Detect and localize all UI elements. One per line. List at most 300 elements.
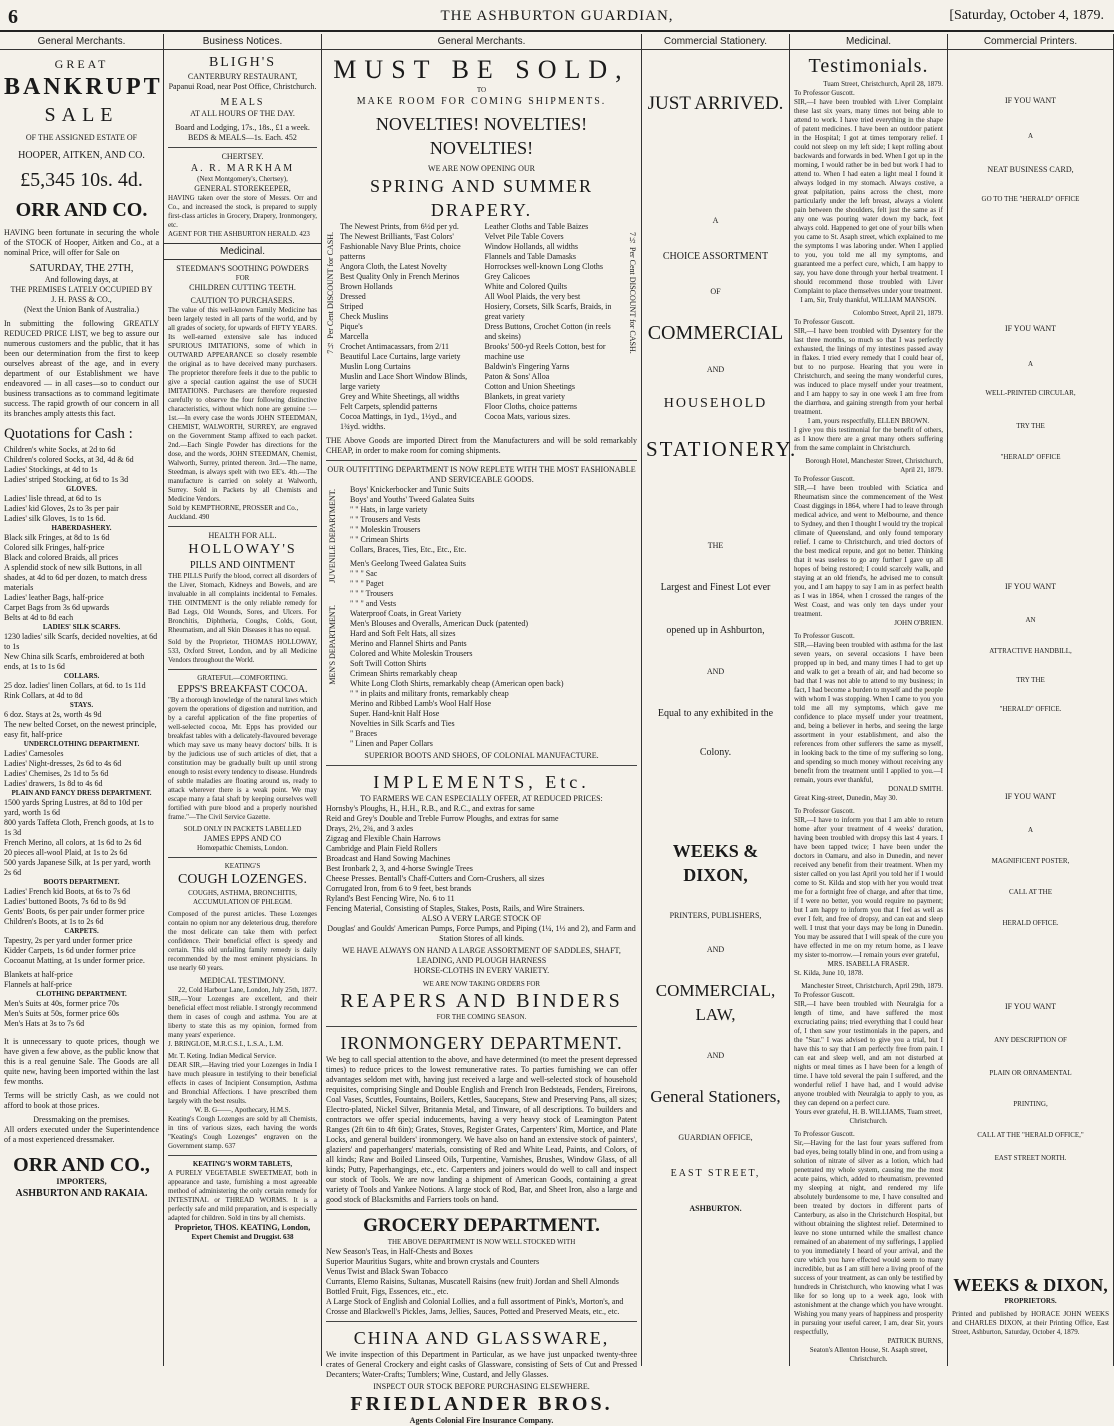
list-item: Ladies' kid Gloves, 2s to 3s per pair xyxy=(4,504,119,513)
printing: PRINTING, xyxy=(1013,1100,1048,1108)
t6-body: SIR,—I have been troubled with Neuralgia for a length of time, and have suffered the most excruciating pains; tried everything that I could hear of, I then saw your testimonials in the papers, and the "Star." I was advised to give you a trial, but I have this to say that I am perfectly free from pain. I can eat and sleep well, and am not disturbed at nights or meal times as I have been for a length of time. I have told several the pain I suffered, and the wonderful relief I have had, and I would advise anyone troubled with Neuralgia to apply to you, as they can depend on a perfect cure. xyxy=(794,1000,943,1107)
section-underclothing: UNDERCLOTHING DEPARTMENT. xyxy=(23,740,140,748)
price-list xyxy=(4,887,159,927)
medical-testimony: MEDICAL TESTIMONY. xyxy=(199,976,286,985)
list-item: Ladies' silk Gloves, 1s to 1s 6d. xyxy=(4,514,106,523)
t3-to: To Professor Guscott. xyxy=(794,475,855,483)
guardian-office: GUARDIAN OFFICE, xyxy=(678,1133,753,1142)
list-item: Angora Cloth, the Latest Novelty xyxy=(340,262,447,271)
t2-body: SIR,—I have been troubled with Dysentery for the last three months, so much so that I was perfectly exhausted, the linings of my intestines passed away in flakes. I tried every remedy that I could hear of, but to no purpose. Hearing that you were in Christchurch, and seeing the many wonderful cures, was induced to place myself under your treatment, and I am happy to say in one week I am free from the diarrhœa, and gaining strength from your herbal treatment. xyxy=(794,327,943,416)
ad-note: It is unnecessary to quote prices, though we have given a few above, as the public know that this is a real genuine Sale. The Goods are all quite new, having been imported within the last few months. xyxy=(4,1037,159,1086)
mens-dept: MEN'S DEPARTMENT. xyxy=(328,605,337,685)
horse-cloths: HORSE-CLOTHS IN EVERY VARIETY. xyxy=(413,966,550,975)
an: AN xyxy=(1025,616,1036,624)
keating-phlegm: ACCUMULATION OF PHLEGM. xyxy=(193,898,292,906)
implements-list xyxy=(326,804,637,914)
east-street: EAST STREET, xyxy=(670,1168,761,1179)
list-item: Check Muslins xyxy=(340,312,389,321)
a-2: A xyxy=(1027,360,1034,368)
drapery-right xyxy=(485,222,623,432)
and: AND xyxy=(706,365,725,374)
list-item: Blankets, in great variety xyxy=(484,392,565,401)
section-collars: COLLARS. xyxy=(63,672,100,680)
price-list xyxy=(4,749,159,789)
steedman-body: The value of this well-known Family Medicine has been largely tested in all parts of the world, and by all grades of society, for upwards of FIFTY YEARS. Its well-earned extensive sale has induced SPURIOUS IMITATIONS, some of which in OUTWARD APPEARANCE so closely resemble the original as to have deceived many purchasers. The proprietor therefore feels it due to the public to give a special caution against the use of SUCH IMITATIONS. Purchasers are therefore requested carefully to observe the four following distinctive characteristics, without which none are genuine :— 1st.—In every case the words JOHN STEEDMAN, CHEMIST, WALWORTH, SURREY, are engraved on the Government Stamp affixed to each packet. 2nd.—Each Single Powder has directions for the dose, and the words, JOHN STEEDMAN, Chemist, Walworth, Surrey, printed thereon. 3rd.—The name, Steedman, is always spelt with two EE's. 4th.—The manufacture is carried on solely at Walworth, Surrey. Sold in Packets by all Chemists and Medicine Vendors. xyxy=(168,306,317,503)
list-item: Paton & Sons' Alloa xyxy=(484,372,550,381)
equal: Equal to any exhibited in the xyxy=(657,708,774,719)
price-list xyxy=(4,936,159,966)
grocery-list xyxy=(326,1247,637,1317)
and3: AND xyxy=(706,945,725,954)
t3-sig: JOHN O'BRIEN. xyxy=(894,619,943,627)
ad-following: And following days, at xyxy=(44,275,119,284)
list-item: Ladies' Stockings, at 4d to 1s xyxy=(4,465,98,474)
list-item: " " " Sac xyxy=(350,569,378,578)
list-item: White and Colored Quilts xyxy=(484,282,567,291)
list-item: Striped xyxy=(340,302,364,311)
list-item: Reid and Grey's Double and Treble Furrow Ploughs, and extras for same xyxy=(326,814,559,823)
call-herald: CALL AT THE "HERALD OFFICE," xyxy=(977,1131,1084,1139)
holloway-sold: Sold by the Proprietor, THOMAS HOLLOWAY, 533, Oxford Street, London, and by all Medicine Vendors throughout the World. xyxy=(168,638,317,664)
epps-company: JAMES EPPS AND CO xyxy=(203,834,282,843)
handbill: ATTRACTIVE HANDBILL, xyxy=(989,647,1072,655)
grocery: GROCERY DEPARTMENT. xyxy=(363,1215,600,1236)
list-item: Ladies' lisle thread, at 6d to 1s xyxy=(4,494,102,503)
column-business-notices xyxy=(164,34,322,1366)
juvenile-list xyxy=(350,485,637,555)
list-item: " " " Paget xyxy=(350,579,384,588)
t1-sig: I am, Sir, Truly thankful, WILLIAM MANSON. xyxy=(800,296,937,304)
grocery-hd: THE ABOVE DEPARTMENT IS NOW WELL STOCKED WITH xyxy=(387,1238,576,1246)
imprint: Printed and published by HORACE JOHN WEEKS and CHARLES DIXON, at their Printing Office, East Street, Ashburton, Saturday, October 4, 1879. xyxy=(952,1310,1109,1336)
list-item: " " Crimean Shirts xyxy=(350,535,409,544)
list-item: Ladies' Camesoles xyxy=(4,749,64,758)
of: OF xyxy=(710,287,721,296)
superior-boots: SUPERIOR BOOTS AND SHOES, OF COLONIAL MANUFACTURE. xyxy=(364,751,599,760)
friedlander: FRIEDLANDER BROS. xyxy=(350,1393,613,1415)
mens-list xyxy=(350,559,637,749)
t3-body: SIR,—I have been troubled with Sciatica and Rheumatism since the commencement of the West Coast diggings in 1864, where I had to leave through medical advice, and went to Melbourne, and thence to Sydney, and then I thought I would try the tropical climate of Queensland, and only found temporary relief. I came to Christchurch, and tried doctors of the best medical repute, and got no better. Thinking that it was useless to go any further I gave up all hopes of being restored; I could scarcely walk, and staying at an old friend's, he advised me to consult you, and I am happy to say I am in as perfect health as I was in 1864, when I crossed the ranges of the West Coast, and was only ten days under your treatment. xyxy=(794,484,943,618)
issue-date: [Saturday, October 4, 1879. xyxy=(949,8,1104,23)
stationery: STATIONERY. xyxy=(646,437,798,461)
list-item: " " " Trousers xyxy=(350,589,394,598)
markham: A. R. MARKHAM xyxy=(190,163,295,174)
taking-orders: WE ARE NOW TAKING ORDERS FOR xyxy=(422,980,541,988)
bligh-beds: BEDS & MEALS—1s. Each. 452 xyxy=(188,133,297,142)
herald-3: HERALD OFFICE. xyxy=(1002,919,1059,927)
ashburton: ASHBURTON. xyxy=(689,1204,742,1213)
if-you-want-5: IF YOU WANT xyxy=(1004,1002,1057,1011)
list-item: All Wool Plaids, the very best xyxy=(484,292,581,301)
list-item: Muslin Long Curtains xyxy=(340,362,411,371)
t1-to: To Professor Guscott. xyxy=(794,89,855,97)
season: FOR THE COMING SEASON. xyxy=(436,1013,527,1021)
and2: AND xyxy=(706,667,725,676)
herald-1: "HERALD" OFFICE xyxy=(1000,453,1061,461)
bligh-rest: CANTERBURY RESTAURANT, xyxy=(187,72,298,81)
bligh-title: BLIGH'S xyxy=(208,55,277,70)
ad-amount: £5,345 10s. 4d. xyxy=(20,169,143,191)
list-item: Gents' Boots, 6s per pair under former price xyxy=(4,907,145,916)
bringloe: J. BRINGLOE, M.R.C.S.I., L.S.A., L.M. xyxy=(168,1040,284,1048)
opened: opened up in Ashburton, xyxy=(666,625,765,636)
douglas: Douglas' and Goulds' American Pumps, Force Pumps, and Piping (1¼, 1½ and 2), and Farm and Station Stores of all kinds. xyxy=(327,924,636,943)
list-item: Flannels at half-price xyxy=(4,980,72,989)
list-item: Waterproof Coats, in Great Variety xyxy=(350,609,462,618)
ad-dressmaking: Dressmaking on the premises. xyxy=(33,1115,130,1124)
commercial-law: COMMERCIAL, LAW, xyxy=(655,981,776,1024)
list-item: Ladies' Night-dresses, 2s 6d to 4s 6d xyxy=(4,759,122,768)
list-item: Felt Carpets, splendid patterns xyxy=(340,402,438,411)
list-item: Pique's xyxy=(340,322,363,331)
list-item: 6 doz. Stays at 2s, worth 4s 9d xyxy=(4,710,102,719)
list-item: Superior Mauritius Sugars, white and brown crystals and Counters xyxy=(326,1257,540,1266)
ad-day: SATURDAY, THE 27TH, xyxy=(29,263,134,274)
must-be-sold: MUST BE SOLD, xyxy=(333,55,630,84)
t6-addr: Manchester Street, Christchurch, April 29th, 1879. xyxy=(801,982,943,990)
section-clothing: CLOTHING DEPARTMENT. xyxy=(36,990,127,998)
outfitting: OUR OUTFITTING DEPARTMENT IS NOW REPLETE WITH THE MOST FASHIONABLE AND SERVICEABLE GOODS. xyxy=(327,465,636,484)
medical-addr: 22, Cold Harbour Lane, London, July 25th, 1877. xyxy=(178,986,317,994)
east-street-north: EAST STREET NORTH. xyxy=(994,1154,1067,1162)
list-item: Merino and Flannel Shirts and Pants xyxy=(350,639,467,648)
list-item: " " " and Vests xyxy=(350,599,397,608)
section-boots: BOOTS DEPARTMENT. xyxy=(43,878,120,886)
list-item: " Braces xyxy=(350,729,378,738)
colony: Colony. xyxy=(699,747,732,758)
any-description: ANY DESCRIPTION OF xyxy=(994,1036,1067,1044)
list-item: Floor Cloths, choice patterns xyxy=(484,402,577,411)
list-item: 500 yards Japanese Silk, at 1s per yard, worth 2s 6d xyxy=(4,858,151,877)
list-item: Novelties in Silk Scarfs and Ties xyxy=(350,719,455,728)
list-item: Dress Buttons, Crochet Cotton (in reels and skeins) xyxy=(484,322,611,341)
ad-estate: OF THE ASSIGNED ESTATE OF xyxy=(25,133,138,142)
to: TO xyxy=(476,86,487,94)
ad-next: (Next the Union Bank of Australia.) xyxy=(23,305,140,314)
farmers: TO FARMERS WE CAN ESPECIALLY OFFER, AT REDUCED PRICES: xyxy=(360,794,603,803)
ad-terms: Terms will be strictly Cash, as we could not afford to book at those prices. xyxy=(4,1091,159,1110)
steedman-teeth: CHILDREN CUTTING TEETH. xyxy=(189,283,296,292)
list-item: Window Hollands, all widths xyxy=(484,242,578,251)
list-item: Cocoa Mattings, in 1yd., 1½yd., and 1¾yd. widths. xyxy=(340,412,457,431)
opening: WE ARE NOW OPENING OUR xyxy=(428,164,535,173)
agents: Agents Colonial Fire Insurance Company. xyxy=(409,1416,554,1425)
list-item: Currants, Elemo Raisins, Sultanas, Muscatell Raisins (new fruit) Jordan and Shell Almonds xyxy=(326,1277,619,1286)
agent: AGENT FOR THE ASHBURTON HERALD. 423 xyxy=(168,230,310,238)
ironmongery-body: We beg to call special attention to the above, and have determined (to meet the present depressed times) to reduce prices to the lowest remunerative rates. To parties furnishing we can offer advantages seldom met with, having just received a large and well-selected stock of household requisites, comprising Single and Double English and French Iron Bedsteads, Fenders, Fireirons, Coal Vases, Scuttles, Fountains, Boilers, Kettles, Saucepans, Stew and Preserving Pans, all sizes; Electro-plated, Nickel Silver, Britannia Metal, and Tinware, of all descriptions. To builders and contractors we offer special inducements, having a very heavy stock of Leamington Patent Ranges (2ft 6in to 4ft 6in); Grates, Stoves, Register Grates, Carpenters' Rim, Mortice, and Plate Locks, and general builders' ironmongery. We have also on hand an extensive stock of painters', glaziers' and paperhangers' materials, consisting of Red and White Lead, Paints, and Colors, of all kinds; Raw and Boiled Linseed Oils, Turpentine, Varnishes, Brushes, Window Glass, of all kinds; Putty, Paperhangings, etc., etc. Carpenters and joiners would do well to call and inspect our stock of Tools. We are now landing a shipment of American Goods, containing a great variety of Tools and Yankee Notions. A large stock of Rod, Bar, and Sheet Iron, also a large and good stock of Blacksmiths and Farriers tools on hand. xyxy=(326,1055,637,1204)
ad-sale: SALE xyxy=(44,104,119,126)
list-item: 800 yards Taffeta Cloth, French goods, at 1s to 1s 3d xyxy=(4,818,154,837)
list-item: The new belted Corset, on the newest principle, easy fit, half-price xyxy=(4,720,157,739)
list-item: Horrockses well-known Long Cloths xyxy=(484,262,603,271)
list-item: Baldwin's Fingering Yarns xyxy=(484,362,570,371)
list-item: Men's Hats at 3s to 7s 6d xyxy=(4,1019,85,1028)
try-2: TRY THE xyxy=(1016,676,1045,684)
list-item: Ladies' drawers, 1s 8d to 4s 6d xyxy=(4,779,103,788)
drapery-left xyxy=(340,222,479,432)
list-item: Ladies' buttoned Boots, 7s 6d to 8s 9d xyxy=(4,897,126,906)
a-1: A xyxy=(1027,132,1034,140)
list-item: Hosiery, Corsets, Silk Scarfs, Braids, in great variety xyxy=(484,302,612,321)
list-item: Brooks' 500-yd Reels Cotton, best for machine use xyxy=(484,342,606,361)
price-list xyxy=(4,710,159,740)
commercial: COMMERCIAL xyxy=(647,322,784,344)
list-item: Children's Boots, at 1s to 2s 6d xyxy=(4,917,104,926)
keting-body: DEAR SIR,—Having tried your Lozenges in India I have much pleasure in testifying to their beneficial effects in cases of Incipient Consumption, Asthma and Bronchial Affections. I have prescribed them largely with the best results. xyxy=(168,1061,317,1105)
t5-body: SIR,—I have to inform you that I am able to return home after your treatment of 4 weeks' duration, having been troubled with dropsy this last 4 years. I have been tapped twice; I have been under the doctors in Oamaru, and also in Dunedin, and never received any benefit from their treatment. When my sister called on you last April you told her if I would come to St. Kilda and stop with her you would treat me for a fortnight free of charge, and after that time, if I were no better, you would require no payment; but I am happy to inform you that I feel as well as ever I felt, and free of dropsy, and can eat and sleep well. I trust that your days may be long in Dunedin. You may be assured that I will speak of the cure you have effected in me on my return home, as I leave my sister to-morrow.—I remain yours ever grateful, xyxy=(794,816,943,959)
store-body: HAVING taken over the store of Messrs. Orr and Co., and increased the stock, is prepared to supply first-class articles in Grocery, Drapery, Ironmongery, etc. xyxy=(168,194,317,229)
list-item: Corrugated Iron, from 6 to 9 feet, best brands xyxy=(326,884,472,893)
storekeeper: GENERAL STOREKEEPER, xyxy=(194,184,291,193)
holloway-body: THE PILLS Purify the blood, correct all disorders of the Liver, Stomach, Kidneys and Bowels, and are invaluable in all complaints incidental to Females. THE OINTMENT is the only reliable remedy for Bad Legs, Old Wounds, Sores, and Ulcers. For Bronchitis, Diphtheria, Coughs, Colds, Gout, Rheumatism, and all Skin Diseases it has no equal. xyxy=(168,572,317,634)
list-item: Hard and Soft Felt Hats, all sizes xyxy=(350,629,456,638)
herald-2: "HERALD" OFFICE. xyxy=(999,705,1062,713)
bligh-meals: MEALS xyxy=(220,97,265,108)
t6-to: To Professor Guscott. xyxy=(794,991,855,999)
ad-premises: THE PREMISES LATELY OCCUPIED BY xyxy=(10,285,153,294)
household: HOUSEHOLD xyxy=(663,396,768,411)
list-item: Ladies' French kid Boots, at 6s to 7s 6d xyxy=(4,887,131,896)
chertsey: CHERTSEY. xyxy=(221,152,264,161)
list-item: 20 pieces all-wool Plaid, at 1s to 2s 6d xyxy=(4,848,128,857)
list-item: Ladies' Chemises, 2s 1d to 5s 6d xyxy=(4,769,109,778)
column-commercial-printers xyxy=(948,34,1114,1366)
t1-addr: Tuam Street, Christchurch, April 28, 1879. xyxy=(823,80,943,88)
t4-sig: DONALD SMITH. xyxy=(888,785,943,793)
list-item: " " in plaits and military fronts, remarkably cheap xyxy=(350,689,509,698)
t3-addr: Borough Hotel, Manchester Street, Christchurch, April 21, 1879. xyxy=(805,457,943,474)
t4-body: SIR,—Having been troubled with asthma for the last seven years, on several occasions I have been propped up in bed, and many times I had to get up and walk to get a breath of air, and had become so bad that I was not able to attend to my business; in fact, I had become a burden to myself and the people with whom I was stopping. When I came to you you told me all my symptoms, which gave me confidence to place myself under your treatment, and, being a believer in herbs, and seeing the large assortment in your establishment, and also the references from other sufferers the same as myself, in looking back to the time of my suffering so long, and spending so much money without receiving any benefit from the treatment until I applied to you.—I remain, yours ever thankful, xyxy=(794,641,943,784)
price-list xyxy=(4,798,159,878)
list-item: Best Ironbark 2, 3, and 4-horse Swingle Trees xyxy=(326,864,473,873)
ad-firm: ORR AND CO. xyxy=(15,199,148,221)
china: CHINA AND GLASSWARE, xyxy=(353,1328,610,1348)
list-item: Dressed xyxy=(340,292,366,301)
bligh-hours: AT ALL HOURS OF THE DAY. xyxy=(190,109,295,118)
list-item: Men's Blouses and Overalls, American Duck (patented) xyxy=(350,619,529,628)
keating-cough: COUGH LOZENGES. xyxy=(177,872,308,887)
list-item: Venus Twist and Black Swan Tobacco xyxy=(326,1267,448,1276)
list-item: Flannels and Table Damasks xyxy=(484,252,577,261)
list-item: New China silk Scarfs, embroidered at both ends, at 1s to 1s 6d xyxy=(4,652,145,671)
keating-sold: Keating's Cough Lozenges are sold by all Chemists, in tins of various sizes, each having the words "Keating's Cough Lozenges" engraven on the Government stamp. 637 xyxy=(168,1115,317,1150)
holloway-title: HOLLOWAY'S xyxy=(188,542,297,557)
t7-addr: Seaton's Allenton House, St. Asaph street, Christchurch. xyxy=(809,1346,928,1363)
list-item: New Season's Teas, in Half-Chests and Boxes xyxy=(326,1247,473,1256)
steedman-for: FOR xyxy=(235,274,250,282)
list-item: Fencing Material, Consisting of Staples, Stakes, Posts, Rails, and Wire Strainers. xyxy=(326,904,585,913)
t2-sig: I am, yours respectfully, ELLEN BROWN. xyxy=(807,417,930,425)
medical-body: SIR,—Your Lozenges are excellent, and their beneficial effect most reliable. I strongly recommend them in cases of cough and asthma. You are at liberty to state this as my opinion, formed from many years' experience. xyxy=(168,995,317,1039)
printers: PRINTERS, PUBLISHERS, xyxy=(669,911,762,920)
column-header: General Merchants. xyxy=(322,34,641,50)
price-list xyxy=(4,970,159,990)
list-item: Ladies' leather Bags, half-price xyxy=(4,593,104,602)
section-haberdashery: HABERDASHERY. xyxy=(51,524,112,532)
list-item: A Large Stock of English and Colonial Lollies, and a full assortment of Pink's, Morton's, and Crosse and Blackwell's Pickles, Jams, Jellies, Sauces, Potted and Preserved Meats, etc., etc. xyxy=(326,1297,624,1316)
t2-to: To Professor Guscott. xyxy=(794,318,855,326)
proprietors: PROPRIETORS. xyxy=(1004,1297,1057,1305)
quotations-heading: Quotations for Cash : xyxy=(4,426,133,442)
list-item: " " Moleskin Trousers xyxy=(350,525,421,534)
column-medicinal xyxy=(790,34,948,1366)
column-header: General Merchants. xyxy=(0,34,163,50)
list-item: A splendid stock of new silk Buttons, in all shades, at 4d to 6d per dozen, to match dress materials xyxy=(4,563,147,592)
price-list xyxy=(4,494,159,524)
list-item: Black silk Fringes, at 8d to 1s 6d xyxy=(4,533,110,542)
call-at: CALL AT THE xyxy=(1008,888,1053,896)
list-item: Cocoa Mats, various sizes. xyxy=(484,412,571,421)
and4: AND xyxy=(706,1051,725,1060)
inspect: INSPECT OUR STOCK BEFORE PURCHASING ELSEWHERE. xyxy=(373,1382,590,1391)
weeks-dixon: WEEKS & DIXON, xyxy=(953,1275,1108,1295)
bligh-addr: Papanui Road, near Post Office, Christchurch. xyxy=(168,82,317,91)
list-item: Children's colored Socks, at 3d, 4d & 6d xyxy=(4,455,134,464)
epps-body: "By a thorough knowledge of the natural laws which govern the operations of digestion and nutrition, and by a careful application of the fine properties of well-selected cocoa, Mr. Epps has provided our breakfast tables with a delicately-flavoured beverage which may save us many heavy doctors' bills. It is by the judicious use of such articles of diet, that a constitution may be gradually built up until strong enough to resist every tendency to disease. Hundreds of subtle maladies are floating around us, ready to attack wherever there is a weak point. We may escape many a fatal shaft by keeping ourselves well fortified with pure blood and a properly nourished frame."—The Civil Service Gazette. xyxy=(168,696,317,821)
epps-title: EPPS'S BREAKFAST COCOA. xyxy=(177,684,308,695)
column-header: Medicinal. xyxy=(790,34,947,50)
ad-sign: ORR AND CO., xyxy=(13,1154,150,1176)
section-stays: STAYS. xyxy=(69,701,94,709)
goto-herald: GO TO THE "HERALD" OFFICE xyxy=(981,195,1080,203)
list-item: Crimean Shirts remarkably cheap xyxy=(350,669,458,678)
list-item: Men's Suits at 40s, former price 70s xyxy=(4,999,119,1008)
list-item: Brown Hollands xyxy=(340,282,393,291)
health-for-all: HEALTH FOR ALL. xyxy=(208,531,277,540)
kempthorne: Sold by KEMPTHORNE, PROSSER and Co., Auckland. 490 xyxy=(168,504,299,521)
section-gloves: GLOVES. xyxy=(66,485,97,493)
ad-orders: All orders executed under the Superintendence of a most experienced dressmaker. xyxy=(4,1125,159,1144)
list-item: Velvet Pile Table Covers xyxy=(484,232,564,241)
holloway-pills: PILLS AND OINTMENT xyxy=(190,560,295,571)
general-stationers: General Stationers, xyxy=(650,1087,781,1106)
ad-importers: IMPORTERS, xyxy=(56,1177,107,1186)
steedman-caution: CAUTION TO PURCHASERS. xyxy=(190,296,295,305)
keating-title: KEATING'S xyxy=(224,862,261,870)
steedman-title: STEEDMAN'S SOOTHING POWDERS xyxy=(176,264,309,273)
page-number: 6 xyxy=(8,6,18,28)
list-item: Broadcast and Hand Sowing Machines xyxy=(326,854,451,863)
list-item: Fashionable Navy Blue Prints, choice patterns xyxy=(340,242,461,261)
ad-pass: J. H. PASS & CO., xyxy=(51,295,112,304)
ironmongery: IRONMONGERY DEPARTMENT. xyxy=(340,1033,623,1053)
t2-addr: Colombo Street, April 21, 1879. xyxy=(852,309,943,317)
t4-to: To Professor Guscott. xyxy=(794,632,855,640)
spring-summer: SPRING AND SUMMER DRAPERY. xyxy=(369,176,594,220)
wbg: W. B. G——, Apothecary, H.M.S. xyxy=(194,1106,291,1114)
price-list xyxy=(4,681,159,701)
keting: Mr. T. Keting. Indian Medical Service. xyxy=(168,1052,277,1060)
china-body: We invite inspection of this Department in Particular, as we have just unpacked twenty-three crates of General Crockery and eight casks of Glassware, consisting of Sets of Cut and Pressed Decanters; Water-Crafts; Tumblers; Wine, Custard, and Jelly Glasses. xyxy=(326,1350,637,1379)
weeks-dixon: WEEKS & DIXON, xyxy=(672,841,759,885)
if-you-want-4: IF YOU WANT xyxy=(1004,792,1057,801)
list-item: Zigzag and Flexible Chain Harrows xyxy=(326,834,441,843)
masthead xyxy=(0,0,1114,32)
list-item: Kidder Carpets, 1s 6d under former price xyxy=(4,946,136,955)
poster: MAGNIFICENT POSTER, xyxy=(991,857,1070,865)
t5-addr: St. Kilda, June 10, 1878. xyxy=(794,969,864,977)
t1-body: SIR,—I have been troubled with Liver Complaint these last six years, many times not being able to attend to work. I have tried everything in the shape of patent medicines. I have been an outdoor patient in the Hospital; I got at times temporary relief. I could not sleep on my left side; I kept rolling about backwards and forwards in bed. When I got up in the morning, I would rather be in bed but work I had to attend to. When I had eaten a light meal I found it always lodged in my stomach. Always costive, a great palpitation, pains across the chest, more particularly under the left breast, always a violent pain between the shoulders, felt just the same as if any one was pouring water down my back, feet always cold. Happened to get one of your bills when you came to St. Asaph street, which explained to me the symptoms I was laboring under. When I applied to you, you told me all my symptoms, and guaranteed me a perfect cure, which, I am happy to say, you have done through your herbal treatment. I should recommend those troubled with Liver Complaint to place themselves under your treatment. xyxy=(794,98,943,295)
t7-to: To Professor Guscott. xyxy=(794,1130,855,1138)
section-header-medicinal: Medicinal. xyxy=(164,243,321,260)
column-commercial-stationery xyxy=(642,34,798,1366)
list-item: Boys' Knickerbocker and Tunic Suits xyxy=(350,485,470,494)
make-room: MAKE ROOM FOR COMING SHIPMENTS. xyxy=(356,96,607,107)
list-item: Crochet Antimacassars, from 2/11 xyxy=(340,342,450,351)
ad-great: GREAT xyxy=(54,57,109,71)
t7-body: Sir,—Having for the last four years suffered from bad eyes, being totally blind in one, and from using a solution of nitrate of silver as a lotion, which had penetrated my whole system, causing me the most acute pains, which, added to rheumatism, prevented my sleeping at night, and rendered my life absolutely burdensome to me, I have consulted and been treated by doctors in different parts of Canterbury, as also in the Christchurch Hospital, but without obtaining the slightest relief. Determined to leave no stone unturned while the smallest chance remained of an abatement of my sufferings, I applied to you immediately I heard of your arrival, and the cure which you have effected would seem to many incredible, but as I am still here a living proof of the success of your treatment, as can only be testified by hundreds in Christchurch, who knowing what I was like for so long up to a week ago, look with astonishment at the change which you have wrought. Wishing you many years of happiness and prosperity in pursuing your useful career, I am, dear Sir, yours respectfully, xyxy=(794,1139,943,1336)
markham-addr: (Next Montgomery's, Chertsey), xyxy=(197,175,288,183)
list-item: Cocoanut Matting, at 1s under former price. xyxy=(4,956,145,965)
column-header: Commercial Stationery. xyxy=(642,34,789,50)
ad-bankrupt: BANKRUPT xyxy=(4,74,163,100)
just-arrived: JUST ARRIVED. xyxy=(647,93,784,114)
ad-place: ASHBURTON AND RAKAIA. xyxy=(15,1188,148,1199)
implements: IMPLEMENTS, Etc. xyxy=(373,772,590,792)
import-note: THE Above Goods are imported Direct from the Manufacturers and will be sold remarkably CHEAP, in order to make room for coming shipments. xyxy=(326,436,637,455)
list-item: Hornsby's Ploughs, H., H.H., R.B., and R.C., and extras for same xyxy=(326,804,535,813)
keating-coughs: COUGHS, ASTHMA, BRONCHITIS, xyxy=(188,889,297,897)
novelties: NOVELTIES! NOVELTIES! NOVELTIES! xyxy=(375,114,588,158)
list-item: White Long Cloth Shirts, remarkably cheap (American open back) xyxy=(350,679,564,688)
price-list xyxy=(4,533,159,623)
list-item: Children's white Socks, at 2d to 6d xyxy=(4,445,116,454)
list-item: " " Trousers and Vests xyxy=(350,515,421,524)
worm-prop: Proprietor, THOS. KEATING, London, xyxy=(174,1223,311,1232)
t4-addr: Great King-street, Dunedin, May 30. xyxy=(794,794,898,802)
a: A xyxy=(712,216,719,225)
plain-ornamental: PLAIN OR ORNAMENTAL xyxy=(989,1069,1072,1077)
if-you-want-2: IF YOU WANT xyxy=(1004,324,1057,333)
list-item: Cheese Presses. Bentall's Chaff-Cutters and Corn-Crushers, all sizes xyxy=(326,874,545,883)
discount-side-right: 7½ Per Cent DISCOUNT for CASH. xyxy=(628,232,637,354)
list-item: Leather Cloths and Table Baizes xyxy=(484,222,589,231)
if-you-want-1: IF YOU WANT xyxy=(1004,96,1057,105)
list-item: Super. Hand-knit Half Hose xyxy=(350,709,440,718)
list-item: Carpet Bags from 3s 6d upwards xyxy=(4,603,110,612)
list-item: Cambridge and Plain Field Rollers xyxy=(326,844,438,853)
list-item: 1230 ladies' silk Scarfs, decided novelties, at 6d to 1s xyxy=(4,632,158,651)
t5-sig: MRS. ISABELLA FRASER. xyxy=(827,960,910,968)
list-item: " " Hats, in large variety xyxy=(350,505,428,514)
list-item: Ryland's Best Fencing Wire, No. 6 to 11 xyxy=(326,894,455,903)
section-dress: PLAIN AND FANCY DRESS DEPARTMENT. xyxy=(11,789,152,797)
a-3: A xyxy=(1027,826,1034,834)
epps-packets: SOLD ONLY IN PACKETS LABELLED xyxy=(183,825,302,833)
list-item: Men's Suits at 50s, former price 60s xyxy=(4,1009,119,1018)
column-header: Commercial Printers. xyxy=(948,34,1113,50)
list-item: Soft Twill Cotton Shirts xyxy=(350,659,427,668)
list-item: Ladies' striped Stocking, at 6d to 1s 3d xyxy=(4,475,129,484)
list-item: Grey Calicoes xyxy=(484,272,531,281)
column-general-merchants-2 xyxy=(322,34,642,1425)
reapers: REAPERS AND BINDERS xyxy=(340,990,623,1012)
neat-card: NEAT BUSINESS CARD, xyxy=(987,165,1074,174)
list-item: 1500 yards Spring Lustres, at 8d to 10d per yard, worth 1s 6d xyxy=(4,798,143,817)
ad-hooper: HOOPER, AITKEN, AND CO. xyxy=(18,150,145,161)
price-list xyxy=(4,445,159,485)
worm-title: KEATING'S WORM TABLETS, xyxy=(192,1160,293,1168)
list-item: Belts at 4d to 8d each xyxy=(4,613,74,622)
list-item: " Linen and Paper Collars xyxy=(350,739,433,748)
grateful: GRATEFUL—COMFORTING. xyxy=(197,674,288,682)
t6-sig: Yours ever grateful, H. B. WILLIAMS, Tuam street, Christchurch. xyxy=(795,1108,942,1125)
saddles: WE HAVE ALWAYS ON HAND A LARGE ASSORTMENT OF SADDLES, SHAFT, LEADING, AND PLOUGH HARNESS xyxy=(342,946,621,965)
t5-to: To Professor Guscott. xyxy=(794,807,855,815)
list-item: Drays, 2½, 2¾, and 3 axles xyxy=(326,824,414,833)
section-scarfs: LADIES' SILK SCARFS. xyxy=(42,623,121,631)
list-item: Merino and Ribbed Lamb's Wool Half Hose xyxy=(350,699,492,708)
